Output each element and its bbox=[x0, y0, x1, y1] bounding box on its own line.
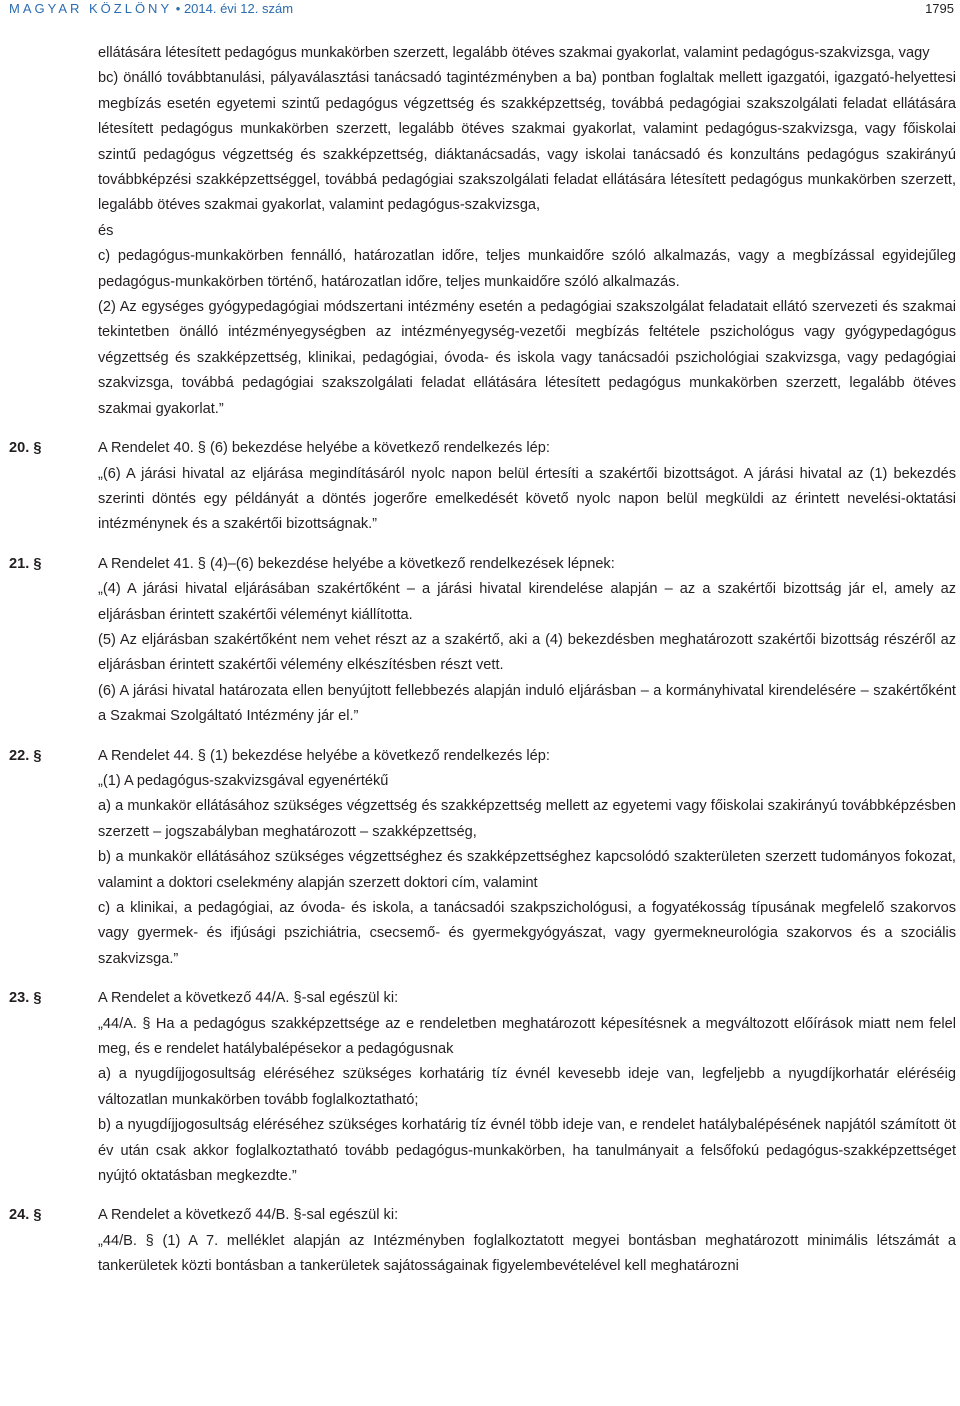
paragraph: (5) Az eljárásban szakértőként nem vehet részt az a szakértő, aki a (4) bekezdésben meghatározott szakértői bizottság részéről az eljárásban érintett szakértői vélemény elkészítésben részt vett. bbox=[98, 631, 956, 674]
paragraph: (6) A járási hivatal határozata ellen benyújtott fellebbezés alapján induló eljárásban – a kormányhivatal kirendelésére – szakértőként a Szakmai Szolgáltató Intézmény jár el.” bbox=[98, 682, 956, 725]
paragraph: „44/B. § (1) A 7. melléklet alapján az Intézményben foglalkoztatott megyei bontásban meghatározott minimális létszámát a tankerületek közti bontásban a tankerületek sajátosságainak figyelembevételével kell meghatározni bbox=[98, 1232, 956, 1275]
paragraph: (2) Az egységes gyógypedagógiai módszertani intézmény esetén a pedagógiai szakszolgálat feladatait ellátó szervezeti és szakmai tekintetben önálló intézményegységben az intézményegység-vezetői megbízás feltétele pszichológus vagy gyógypedagógus végzettség és szakképzettség, klinikai, pedagógiai, óvoda- és iskola vagy tanácsadói pszichológiai szakvizsga, vagy pedagógiai szakvizsga, továbbá pedagógiai szakszolgálati feladat ellátására létesített pedagógus munkakörben szerzett, legalább ötéves szakmai gyakorlat.” bbox=[98, 299, 956, 417]
running-head bbox=[9, 0, 293, 18]
paragraph: „(4) A járási hivatal eljárásában szakértőként – a járási hivatal kirendelése alapján – az a szakértői bizottság jár el, amely az eljárásban érintett szakértői véleményt kiállította. bbox=[98, 581, 956, 623]
section-21 bbox=[0, 552, 960, 730]
section-24 bbox=[0, 1203, 960, 1279]
section-lead: A Rendelet 44. § (1) bekezdése helyébe a következő rendelkezés lép: bbox=[98, 747, 550, 764]
issue-label: 2014. évi 12. szám bbox=[183, 1, 294, 16]
page-content bbox=[0, 41, 960, 1280]
paragraph: b) a munkakör ellátásához szükséges végzettséghez és szakképzettséghez kapcsolódó szakterületen szerzett tudományos fokozat, valamint a doktori cselekmény alapján szerzett doktori cím, valamint bbox=[98, 849, 956, 891]
paragraph: a) a munkakör ellátásához szükséges végzettség és szakképzettség mellett az egyetemi vagy főiskolai szakirányú továbbképzésben szerzett – jogszabályban meghatározott – szakképzettség, bbox=[98, 798, 956, 840]
section-lead: A Rendelet a következő 44/A. §-sal egészül ki: bbox=[98, 990, 399, 1007]
section-lead: A Rendelet a következő 44/B. §-sal egészül ki: bbox=[98, 1207, 399, 1224]
page-number: 1795 bbox=[925, 1, 954, 16]
journal-title: MAGYAR KÖZLÖNY bbox=[9, 1, 173, 16]
section-20 bbox=[0, 436, 960, 538]
header-bullet: • bbox=[175, 1, 181, 16]
paragraph: a) a nyugdíjjogosultság eléréséhez szükséges korhatárig tíz évnél kevesebb ideje van, legfeljebb a nyugdíjkorhatár eléréséig változatlan munkakörben tovább foglalkoztatható; bbox=[98, 1066, 956, 1108]
paragraph: b) a nyugdíjjogosultság eléréséhez szükséges korhatárig tíz évnél több ideje van, e rendelet hatálybalépésének napjától számított öt év után csak akkor foglalkoztatható tovább pedagógus-munkakörben, ha tanulmányait a felsőfokú pedagógus-szakképzettséget nyújtó oktatásban megkezdte.” bbox=[98, 1117, 956, 1185]
paragraph: c) a klinikai, a pedagógiai, az óvoda- és iskola, a tanácsadói szakpszichológusi, a fogyatékosság típusának megfelelő szakorvos vagy gyermek- és ifjúsági pszichiátria, csecsemő- és gyermekgyógyászat, vagy gyermekneurológia szakorvos és a szociális szakvizsga.” bbox=[98, 900, 956, 967]
intro-block bbox=[98, 41, 956, 422]
section-number: 24. § bbox=[9, 1207, 42, 1224]
paragraph: és bbox=[98, 222, 114, 239]
section-22 bbox=[0, 744, 960, 973]
section-number: 23. § bbox=[9, 990, 42, 1007]
paragraph: „(6) A járási hivatal az eljárása megindításáról nyolc napon belül értesíti a szakértői bizottságot. A járási hivatal az (1) bekezdés szerinti döntés egy példányát a döntés jogerőre emelkedését követő nyolc napon belül megküldi az érintett nevelési-oktatási intézménynek és a szakértői bizottságnak.” bbox=[98, 465, 956, 533]
paragraph: bc) önálló továbbtanulási, pályaválasztási tanácsadó tagintézményben a ba) pontban foglaltak mellett igazgatói, igazgató-helyettesi megbízás esetén egyetemi szintű pedagógus végzettség és szakképzettség, továbbá pedagógiai szakszolgálati feladat ellátására létesített pedagógus munkakörben szerzett, legalább ötéves szakmai gyakorlat, valamint pedagógus-szakvizsga, vagy főiskolai szintű pedagógus végzettség és szakképzettség, diáktanácsadás, vagy iskolai tanácsadó és konzultáns pedagógus szakirányú továbbképzési szakképzettséggel, továbbá pedagógiai szakszolgálati feladat ellátására létesített pedagógus munkakörben szerzett, legalább ötéves szakmai gyakorlat, valamint pedagógus-szakvizsga, bbox=[98, 70, 956, 214]
paragraph: „44/A. § Ha a pedagógus szakképzettsége az e rendeletben meghatározott képesítésnek a megváltozott előírások miatt nem felel meg, és e rendelet hatálybalépésekor a pedagógusnak bbox=[98, 1015, 956, 1058]
paragraph: c) pedagógus-munkakörben fennálló, határozatlan időre, teljes munkaidőre szóló alkalmazás, vagy a megbízással egyidejűleg pedagógus-munkakörben történő, határozatlan időre, teljes munkaidőre szóló alkalmazás. bbox=[98, 248, 956, 290]
section-23 bbox=[0, 986, 960, 1189]
page-header bbox=[0, 0, 960, 20]
section-lead: A Rendelet 40. § (6) bekezdése helyébe a következő rendelkezés lép: bbox=[98, 440, 550, 457]
section-lead: A Rendelet 41. § (4)–(6) bekezdése helyébe a következő rendelkezések lépnek: bbox=[98, 555, 615, 572]
paragraph: „(1) A pedagógus-szakvizsgával egyenértékű bbox=[98, 772, 389, 789]
section-number: 22. § bbox=[9, 747, 42, 764]
section-number: 20. § bbox=[9, 440, 42, 457]
section-number: 21. § bbox=[9, 555, 42, 572]
paragraph: ellátására létesített pedagógus munkakörben szerzett, legalább ötéves szakmai gyakorlat, valamint pedagógus-szakvizsga, vagy bbox=[98, 45, 930, 61]
